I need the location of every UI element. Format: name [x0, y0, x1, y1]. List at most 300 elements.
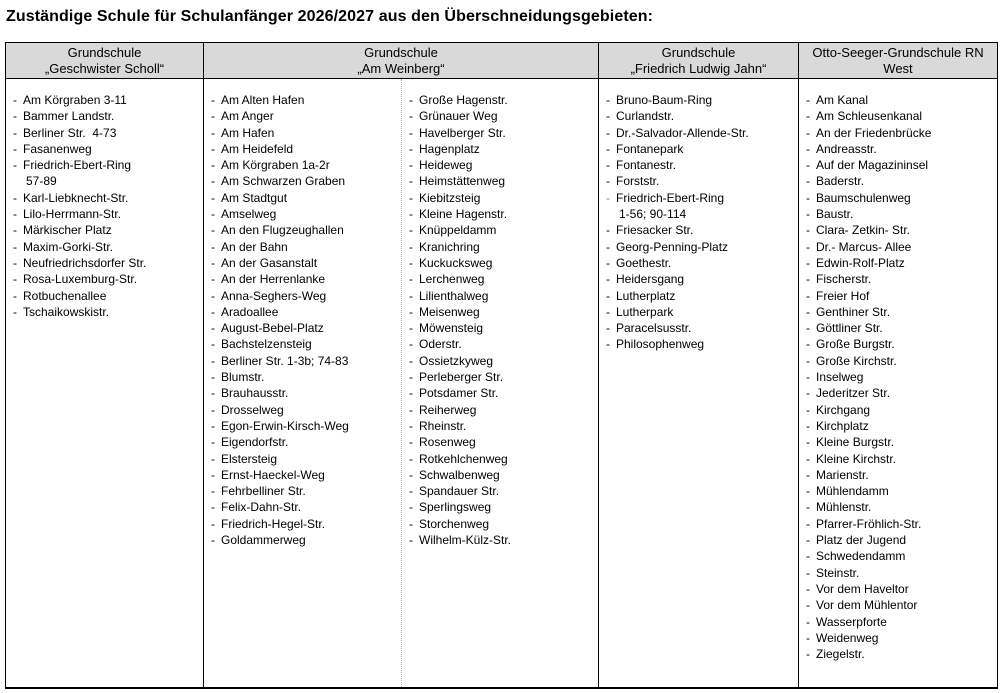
dash-marker: - — [806, 207, 810, 222]
street-name: Kirchgang — [816, 402, 871, 417]
street-name: Steinstr. — [816, 565, 860, 580]
street-item — [806, 434, 993, 450]
street-item — [409, 141, 594, 157]
street-name: Kleine Burgstr. — [816, 435, 895, 450]
street-item — [606, 288, 794, 304]
street-name: Rosenweg — [419, 435, 476, 450]
dash-marker: - — [606, 141, 610, 156]
street-name: Fontanestr. — [616, 158, 677, 173]
dash-marker: - — [211, 190, 215, 205]
dash-marker: - — [211, 500, 215, 515]
street-item — [211, 336, 397, 352]
street-item — [806, 206, 993, 222]
street-name: Lilienthalweg — [419, 288, 489, 303]
dash-marker: - — [409, 239, 413, 254]
street-item — [606, 336, 794, 352]
street-item — [606, 222, 794, 238]
street-item — [409, 353, 594, 369]
street-name: Brauhausstr. — [221, 386, 289, 401]
street-item — [13, 190, 199, 206]
street-name: Havelberger Str. — [419, 125, 506, 140]
page-title: Zuständige Schule für Schulanfänger 2026/2027 aus den Überschneidungsgebieten: — [6, 8, 654, 25]
street-name: Edwin-Rolf-Platz — [816, 255, 905, 270]
street-item — [409, 222, 594, 238]
dash-marker: - — [806, 353, 810, 368]
street-item — [211, 516, 397, 532]
street-item — [409, 385, 594, 401]
dash-marker: - — [806, 647, 810, 662]
dash-marker: - — [606, 337, 610, 352]
street-name: Tschaikowskistr. — [23, 304, 110, 319]
dash-marker: - — [806, 418, 810, 433]
dash-marker: - — [606, 304, 610, 319]
school-name-label: „Geschwister Scholl“ — [44, 61, 165, 76]
street-name: Goethestr. — [616, 255, 672, 270]
dash-marker: - — [806, 598, 810, 613]
street-name: Paracelsusstr. — [616, 321, 692, 336]
street-name: Schwalbenweg — [419, 467, 500, 482]
street-item — [409, 483, 594, 499]
street-item — [806, 581, 993, 597]
street-item — [806, 157, 993, 173]
dash-marker: - — [409, 174, 413, 189]
street-name: Kirchplatz — [816, 418, 869, 433]
street-name: Reiherweg — [419, 402, 477, 417]
street-item — [806, 92, 993, 108]
dash-marker: - — [606, 125, 610, 140]
street-name: Am Hafen — [221, 125, 275, 140]
dash-marker: - — [211, 418, 215, 433]
street-item — [806, 108, 993, 124]
dash-marker: - — [13, 109, 17, 124]
street-item — [806, 336, 993, 352]
street-name: Kiebitzsteig — [419, 190, 481, 205]
street-item — [806, 385, 993, 401]
dash-marker: - — [211, 321, 215, 336]
dash-marker: - — [806, 304, 810, 319]
dash-marker: - — [409, 516, 413, 531]
street-item — [13, 92, 199, 108]
dash-marker: - — [211, 255, 215, 270]
street-name: Goldammerweg — [221, 533, 306, 548]
street-item — [409, 288, 594, 304]
street-name: An der Herrenlanke — [221, 272, 326, 287]
street-name: Egon-Erwin-Kirsch-Weg — [221, 418, 349, 433]
street-name: Rotkehlchenweg — [419, 451, 508, 466]
street-item — [13, 271, 199, 287]
dash-marker: - — [211, 337, 215, 352]
school-name-label: West — [883, 61, 913, 76]
school-name-label: „Friedrich Ludwig Jahn“ — [630, 61, 767, 76]
dash-marker: - — [211, 158, 215, 173]
street-item — [606, 108, 794, 124]
street-item — [606, 239, 794, 255]
dash-marker: - — [409, 190, 413, 205]
street-name: Meisenweg — [419, 304, 480, 319]
street-name: Fischerstr. — [816, 272, 872, 287]
street-name: Am Alten Hafen — [221, 93, 305, 107]
dash-marker: - — [211, 304, 215, 319]
street-item — [409, 239, 594, 255]
street-name: Kleine Kirchstr. — [816, 451, 897, 466]
dash-marker: - — [13, 207, 17, 222]
street-item — [806, 565, 993, 581]
street-item — [211, 418, 397, 434]
street-item — [806, 353, 993, 369]
street-item — [606, 125, 794, 141]
street-item — [211, 141, 397, 157]
street-name: Mühlenstr. — [816, 500, 872, 515]
street-name: Knüppeldamm — [419, 223, 497, 238]
street-item — [806, 173, 993, 189]
street-item — [806, 451, 993, 467]
street-item — [409, 369, 594, 385]
street-item — [806, 190, 993, 206]
street-item — [806, 418, 993, 434]
dash-marker: - — [13, 272, 17, 287]
street-item — [409, 434, 594, 450]
street-name: Bachstelzensteig — [221, 337, 312, 352]
dash-marker: - — [13, 93, 17, 107]
dash-marker: - — [806, 93, 810, 107]
street-item — [211, 239, 397, 255]
street-item — [13, 141, 199, 157]
street-item — [606, 255, 794, 271]
school-name-label: „Am Weinberg“ — [357, 61, 445, 76]
street-item — [13, 222, 199, 238]
street-name: Ziegelstr. — [816, 647, 865, 662]
street-item — [409, 125, 594, 141]
street-name: Friesacker Str. — [616, 223, 694, 238]
street-name: Am Stadtgut — [221, 190, 288, 205]
street-name: Wilhelm-Külz-Str. — [419, 533, 512, 548]
dash-marker: - — [211, 353, 215, 368]
dash-marker: - — [13, 255, 17, 270]
street-item — [806, 646, 993, 662]
street-name: Aradoallee — [221, 304, 279, 319]
street-name: Dr.- Marcus- Allee — [816, 239, 912, 254]
street-item — [409, 451, 594, 467]
street-name: Perleberger Str. — [419, 370, 504, 385]
dash-marker: - — [806, 125, 810, 140]
dash-marker: - — [13, 190, 17, 205]
street-item — [211, 125, 397, 141]
street-name: Storchenweg — [419, 516, 490, 531]
dash-marker: - — [409, 337, 413, 352]
dash-marker: - — [806, 516, 810, 531]
street-item — [806, 369, 993, 385]
street-item — [211, 499, 397, 515]
street-item — [409, 92, 594, 108]
dash-marker: - — [211, 93, 215, 107]
dash-marker: - — [806, 467, 810, 482]
dash-marker: - — [806, 174, 810, 189]
street-name: Berliner Str. 1-3b; 74-83 — [221, 353, 349, 368]
street-name: Fasanenweg — [23, 141, 92, 156]
street-name: Berliner Str. 4-73 — [23, 125, 117, 140]
dash-marker: - — [806, 321, 810, 336]
street-name: Baustr. — [816, 207, 854, 222]
street-item — [409, 516, 594, 532]
street-item — [409, 532, 594, 548]
dash-marker: - — [13, 223, 17, 238]
dash-marker: - — [409, 500, 413, 515]
street-item — [211, 206, 397, 222]
street-item — [211, 353, 397, 369]
street-item — [13, 125, 199, 141]
street-name: Große Kirchstr. — [816, 353, 897, 368]
street-item — [211, 467, 397, 483]
street-name: August-Bebel-Platz — [221, 321, 324, 336]
street-item — [211, 92, 397, 108]
dash-marker: - — [409, 288, 413, 303]
dash-marker: - — [409, 370, 413, 385]
school-type-label: Grundschule — [67, 45, 142, 60]
street-name: Heideweg — [419, 158, 473, 173]
dash-marker: - — [409, 484, 413, 499]
street-name: Lilo-Herrmann-Str. — [23, 207, 122, 222]
street-name: Lerchenweg — [419, 272, 485, 287]
dash-marker: - — [606, 93, 610, 107]
dash-marker: - — [806, 533, 810, 548]
street-name: Spandauer Str. — [419, 484, 500, 499]
street-name: Platz der Jugend — [816, 533, 907, 548]
street-name: Große Burgstr. — [816, 337, 895, 352]
street-name: Philosophenweg — [616, 337, 705, 352]
dash-marker: - — [409, 402, 413, 417]
dash-marker: - — [409, 125, 413, 140]
street-item — [13, 206, 199, 222]
dash-marker: - — [806, 451, 810, 466]
dash-marker: - — [806, 370, 810, 385]
street-name: Am Heidefeld — [221, 141, 294, 156]
street-item — [806, 222, 993, 238]
dash-marker: - — [13, 158, 17, 173]
school-type-label: Grundschule — [661, 45, 736, 60]
street-item — [211, 483, 397, 499]
dash-marker: - — [806, 158, 810, 173]
dash-marker: - — [409, 533, 413, 548]
dash-marker: - — [211, 516, 215, 531]
school-type-label: Grundschule — [364, 45, 438, 60]
street-item — [606, 173, 794, 189]
header-otto-seeger-grundschule-rn-west — [799, 43, 997, 79]
street-name: Am Körgraben 1a-2r — [221, 158, 330, 173]
street-name: Inselweg — [816, 370, 864, 385]
dash-marker: - — [13, 239, 17, 254]
street-name: Amselweg — [221, 207, 277, 222]
street-name: Lutherpark — [616, 304, 674, 319]
dash-marker: - — [606, 288, 610, 303]
street-name: Oderstr. — [419, 337, 462, 352]
street-name: Rotbuchenallee — [23, 288, 107, 303]
dash-marker: - — [606, 239, 610, 254]
street-item-continuation — [606, 206, 794, 222]
street-item — [806, 630, 993, 646]
street-item — [13, 288, 199, 304]
dash-marker: - — [211, 451, 215, 466]
dash-marker: - — [806, 630, 810, 645]
red-dash-marker: - — [606, 190, 610, 205]
street-name: Fontanepark — [616, 141, 684, 156]
street-item — [211, 369, 397, 385]
street-item — [606, 320, 794, 336]
street-name: Friedrich-Ebert-Ring — [23, 158, 132, 173]
street-item — [409, 304, 594, 320]
street-item — [211, 402, 397, 418]
dash-marker: - — [409, 158, 413, 173]
dash-marker: - — [211, 435, 215, 450]
dash-marker: - — [806, 223, 810, 238]
street-name: Karl-Liebknecht-Str. — [23, 190, 129, 205]
street-name: Am Anger — [221, 109, 274, 124]
street-list-geschwister-scholl — [6, 79, 204, 687]
dash-marker: - — [211, 402, 215, 417]
street-list-am-weinberg-left — [204, 79, 402, 687]
street-name: Jederitzer Str. — [816, 386, 891, 401]
street-name: Eigendorfstr. — [221, 435, 289, 450]
street-item — [806, 516, 993, 532]
street-name: Drosselweg — [221, 402, 284, 417]
dash-marker: - — [806, 109, 810, 124]
street-name: Schwedendamm — [816, 549, 906, 564]
dash-marker: - — [606, 174, 610, 189]
dash-marker: - — [409, 109, 413, 124]
header-grundschule-am-weinberg — [204, 43, 599, 79]
street-item — [806, 499, 993, 515]
street-item — [806, 239, 993, 255]
dash-marker: - — [409, 418, 413, 433]
dash-marker: - — [606, 272, 610, 287]
street-name: An der Bahn — [221, 239, 288, 254]
street-item — [211, 157, 397, 173]
street-item — [806, 402, 993, 418]
header-grundschule-geschwister-scholl — [6, 43, 204, 79]
street-item — [211, 271, 397, 287]
street-item — [806, 320, 993, 336]
street-name: Vor dem Mühlentor — [816, 598, 918, 613]
street-name: Pfarrer-Fröhlich-Str. — [816, 516, 922, 531]
street-item — [806, 271, 993, 287]
street-name: Am Schwarzen Graben — [221, 174, 346, 189]
street-item — [606, 157, 794, 173]
street-item — [606, 271, 794, 287]
street-name: Fehrbelliner Str. — [221, 484, 306, 499]
street-name: Elstersteig — [221, 451, 278, 466]
dash-marker: - — [409, 272, 413, 287]
street-name: Andreasstr. — [816, 141, 877, 156]
street-name: Vor dem Haveltor — [816, 581, 909, 596]
street-name: Heimstättenweg — [419, 174, 506, 189]
street-item — [409, 499, 594, 515]
street-item — [409, 271, 594, 287]
street-name: Friedrich-Ebert-Ring — [616, 190, 725, 205]
dash-marker: - — [13, 288, 17, 303]
dash-marker: - — [606, 255, 610, 270]
street-item — [211, 385, 397, 401]
street-name: An der Gasanstalt — [221, 255, 318, 270]
dash-marker: - — [409, 223, 413, 238]
street-item-continuation — [13, 173, 199, 189]
street-name: Blumstr. — [221, 370, 265, 385]
street-name: Sperlingsweg — [419, 500, 492, 515]
street-item — [409, 190, 594, 206]
street-item — [409, 336, 594, 352]
street-name: Märkischer Platz — [23, 223, 112, 238]
dash-marker: - — [211, 125, 215, 140]
dash-marker: - — [211, 484, 215, 499]
street-list-otto-seeger-rn-west — [799, 79, 997, 687]
dash-marker: - — [211, 288, 215, 303]
dash-marker: - — [806, 549, 810, 564]
street-name: Georg-Penning-Platz — [616, 239, 729, 254]
dash-marker: - — [211, 239, 215, 254]
street-name: Neufriedrichsdorfer Str. — [23, 255, 147, 270]
dash-marker: - — [409, 93, 413, 107]
dash-marker: - — [211, 370, 215, 385]
street-name: Bammer Landstr. — [23, 109, 115, 124]
dash-marker: - — [806, 190, 810, 205]
street-item — [606, 141, 794, 157]
street-item — [806, 467, 993, 483]
street-item — [13, 304, 199, 320]
street-name: Am Schleusenkanal — [816, 109, 923, 124]
street-name: Am Kanal — [816, 93, 869, 107]
dash-marker: - — [409, 353, 413, 368]
street-item — [606, 304, 794, 320]
street-item — [409, 467, 594, 483]
street-name: Baderstr. — [816, 174, 865, 189]
dash-marker: - — [806, 435, 810, 450]
dash-marker: - — [211, 109, 215, 124]
street-name: Felix-Dahn-Str. — [221, 500, 302, 515]
street-name: Kranichring — [419, 239, 480, 254]
dash-marker: - — [409, 207, 413, 222]
street-item — [211, 532, 397, 548]
street-name: Große Hagenstr. — [419, 93, 508, 107]
street-item — [409, 418, 594, 434]
school-type-label: Otto-Seeger-Grundschule RN — [812, 45, 984, 60]
header-grundschule-friedrich-ludwig-jahn — [599, 43, 799, 79]
street-name: Freier Hof — [816, 288, 870, 303]
dash-marker: - — [806, 239, 810, 254]
street-name: Möwensteig — [419, 321, 484, 336]
dash-marker: - — [806, 484, 810, 499]
street-name: Rosa-Luxemburg-Str. — [23, 272, 138, 287]
street-name: Rheinstr. — [419, 418, 467, 433]
dash-marker: - — [409, 467, 413, 482]
street-name: Hagenplatz — [419, 141, 480, 156]
street-name: Maxim-Gorki-Str. — [23, 239, 113, 254]
street-name: Potsdamer Str. — [419, 386, 499, 401]
street-name: Friedrich-Hegel-Str. — [221, 516, 326, 531]
street-name: Marienstr. — [816, 467, 869, 482]
street-name: Ossietzkyweg — [419, 353, 494, 368]
street-item — [211, 222, 397, 238]
street-name: Curlandstr. — [616, 109, 675, 124]
dash-marker: - — [211, 223, 215, 238]
dash-marker: - — [211, 141, 215, 156]
street-item — [806, 304, 993, 320]
street-item — [211, 434, 397, 450]
street-item — [211, 304, 397, 320]
dash-marker: - — [409, 255, 413, 270]
street-item — [409, 206, 594, 222]
street-item — [13, 108, 199, 124]
street-item — [211, 190, 397, 206]
street-item — [13, 255, 199, 271]
street-item — [409, 157, 594, 173]
